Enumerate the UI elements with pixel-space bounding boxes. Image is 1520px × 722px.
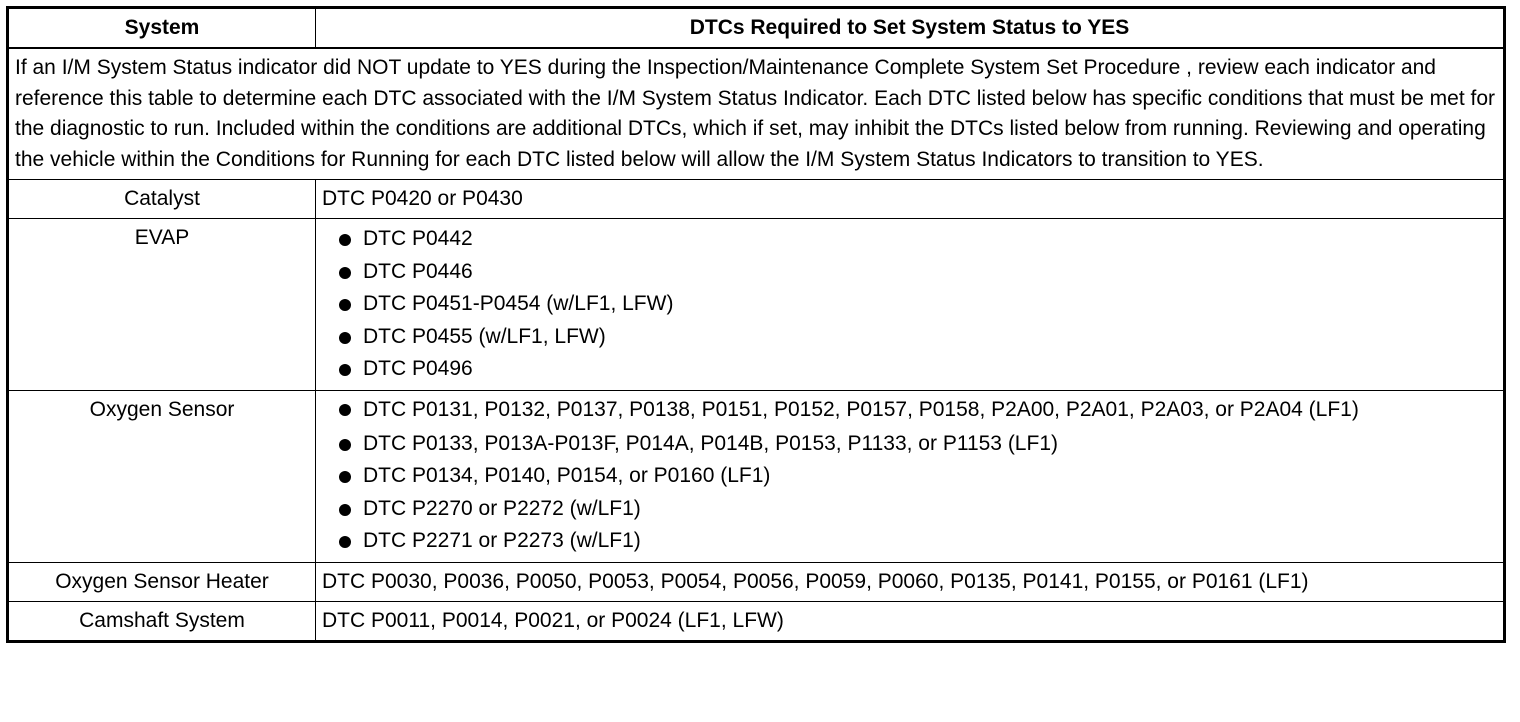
bullet-icon	[339, 299, 351, 311]
list-item: DTC P2271 or P2273 (w/LF1)	[322, 525, 1497, 558]
intro-text: If an I/M System Status indicator did NOT update to YES during the Inspection/Maintenance Complete System Set Procedure , review each indicator and reference this table to determine each DTC associated with the I/M System Status Indicator. Each DTC listed below has specific conditions that must be met for the diagnostic to run. Included within the conditions are additional DTCs, which if set, may inhibit the DTCs listed below from running. Reviewing and operating the vehicle within the Conditions for Running for each DTC listed below will allow the I/M System Status Indicators to transition to YES.	[8, 48, 1505, 180]
bullet-icon	[339, 364, 351, 376]
bullet-icon	[339, 536, 351, 548]
dtc-cell: DTC P0030, P0036, P0050, P0053, P0054, P0056, P0059, P0060, P0135, P0141, P0155, or P0161 (LF1)	[316, 562, 1505, 601]
bullet-icon	[339, 471, 351, 483]
system-cell: Oxygen Sensor Heater	[8, 562, 316, 601]
table-row-camshaft-system	[8, 601, 1505, 641]
bullet-icon	[339, 332, 351, 344]
list-item: DTC P0134, P0140, P0154, or P0160 (LF1)	[322, 460, 1497, 493]
table-row-oxygen-sensor-heater	[8, 562, 1505, 601]
system-cell: Oxygen Sensor	[8, 390, 316, 562]
list-item: DTC P0446	[322, 256, 1497, 289]
header-system: System	[8, 8, 316, 49]
dtc-list	[322, 223, 1497, 386]
system-cell: EVAP	[8, 219, 316, 391]
dtc-cell	[316, 390, 1505, 562]
list-item: DTC P0131, P0132, P0137, P0138, P0151, P0152, P0157, P0158, P2A00, P2A01, P2A03, or P2A04 (LF1)	[322, 395, 1497, 428]
system-cell: Camshaft System	[8, 601, 316, 641]
bullet-icon	[339, 267, 351, 279]
table-row-evap	[8, 219, 1505, 391]
bullet-icon	[339, 404, 351, 416]
bullet-icon	[339, 504, 351, 516]
bullet-icon	[339, 439, 351, 451]
list-item: DTC P0442	[322, 223, 1497, 256]
intro-row	[8, 48, 1505, 180]
list-item: DTC P0451-P0454 (w/LF1, LFW)	[322, 288, 1497, 321]
list-item: DTC P0496	[322, 353, 1497, 386]
table-row-catalyst	[8, 180, 1505, 219]
header-dtcs: DTCs Required to Set System Status to YES	[316, 8, 1505, 49]
dtc-system-status-table	[6, 6, 1506, 643]
system-cell: Catalyst	[8, 180, 316, 219]
dtc-list	[322, 395, 1497, 558]
bullet-icon	[339, 234, 351, 246]
dtc-cell: DTC P0011, P0014, P0021, or P0024 (LF1, LFW)	[316, 601, 1505, 641]
list-item: DTC P2270 or P2272 (w/LF1)	[322, 493, 1497, 526]
dtc-cell	[316, 219, 1505, 391]
dtc-cell: DTC P0420 or P0430	[316, 180, 1505, 219]
list-item: DTC P0133, P013A-P013F, P014A, P014B, P0153, P1133, or P1153 (LF1)	[322, 428, 1497, 461]
table-row-oxygen-sensor	[8, 390, 1505, 562]
header-row	[8, 8, 1505, 49]
list-item: DTC P0455 (w/LF1, LFW)	[322, 321, 1497, 354]
